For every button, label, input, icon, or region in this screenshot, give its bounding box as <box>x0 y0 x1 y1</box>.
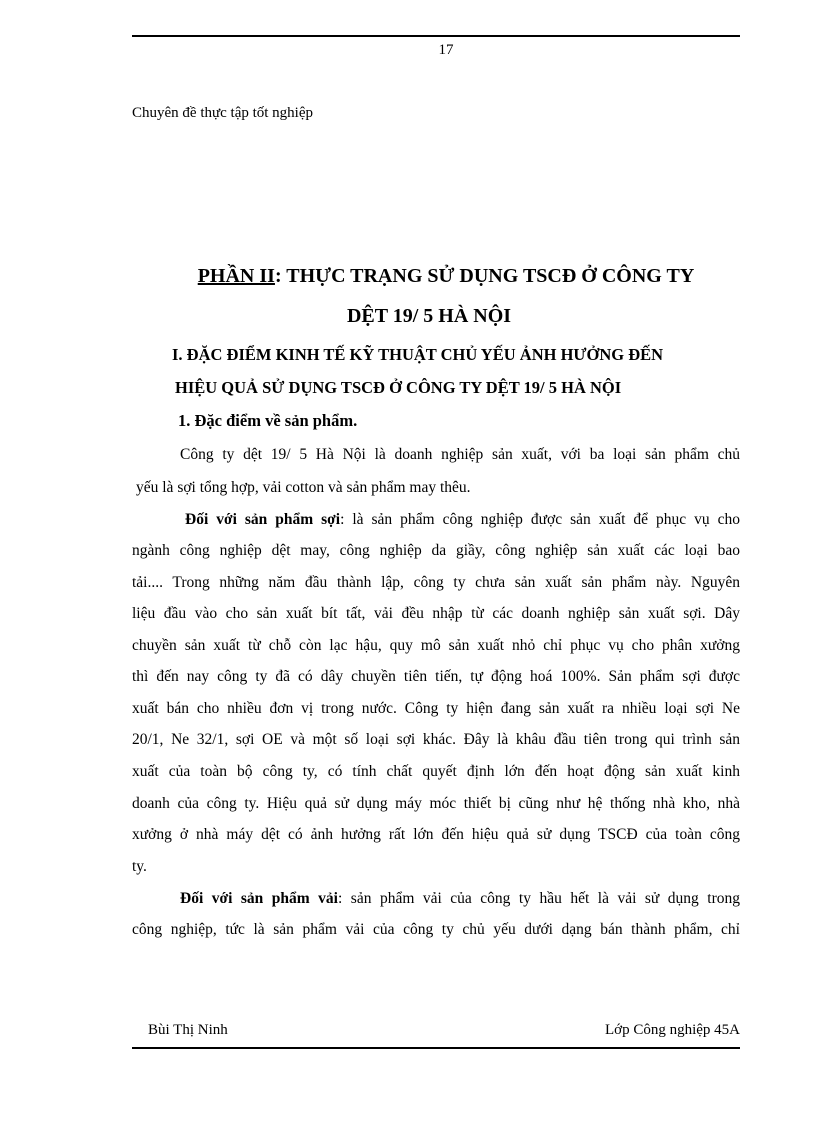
yarn-line: xuất của toàn bộ công ty, có tính chất quyết định lớn đến hoạt động sản xuất kinh <box>132 763 740 780</box>
subsection-title: 1. Đặc điểm về sản phẩm. <box>178 411 358 430</box>
fabric-line-1 <box>180 890 740 908</box>
fabric-lead: Đối với sản phẩm vải <box>180 890 338 907</box>
yarn-line: 20/1, Ne 32/1, sợi OE và một số loại sợi khác. Đây là khâu đầu tiên trong qui trình sản <box>132 731 740 748</box>
section-heading-line2: HIỆU QUẢ SỬ DỤNG TSCĐ Ở CÔNG TY DỆT 19/ 5 HÀ NỘI <box>175 378 622 397</box>
footer-author: Bùi Thị Ninh <box>148 1022 228 1038</box>
part-label: PHẦN II <box>197 265 275 287</box>
yarn-line: tải.... Trong những năm đầu thành lập, công ty chưa sản xuất sản phẩm này. Nguyên <box>132 574 740 591</box>
part-title-text: : THỰC TRẠNG SỬ DỤNG TSCĐ Ở CÔNG TY <box>274 265 695 287</box>
yarn-line: thì đến nay công ty đã có dây chuyền tiên tiến, tự động hoá 100%. Sản phẩm sợi được <box>132 668 740 685</box>
yarn-line: liệu đầu vào cho sản xuất bít tất, vải đều nhập từ các doanh nghiệp sản xuất sợi. Dây <box>132 605 740 622</box>
fabric-line-2: công nghiệp, tức là sản phẩm vải của công ty chủ yếu dưới dạng bán thành phẩm, chỉ <box>132 921 740 938</box>
page-number: 17 <box>438 42 454 58</box>
header-rule <box>132 35 740 37</box>
yarn-line: ty. <box>132 858 147 875</box>
footer-rule <box>132 1047 740 1049</box>
yarn-line: chuyền sản xuất từ chỗ còn lạc hậu, quy mô sản xuất nhỏ chỉ phục vụ cho phân xưởng <box>132 637 740 654</box>
running-title: Chuyên đề thực tập tốt nghiệp <box>132 105 314 121</box>
intro-line-1: Công ty dệt 19/ 5 Hà Nội là doanh nghiệp sản xuất, với ba loại sản phẩm chủ <box>180 446 740 463</box>
intro-line-2: yếu là sợi tổng hợp, vải cotton và sản phẩm may thêu. <box>136 479 471 496</box>
footer-class: Lớp Công nghiệp 45A <box>604 1022 740 1038</box>
yarn-line: ngành công nghiệp dệt may, công nghiệp da giầy, công nghiệp sản xuất các loại bao <box>132 542 740 559</box>
yarn-line-1 <box>185 511 740 529</box>
yarn-line: doanh của công ty. Hiệu quả sử dụng máy móc thiết bị cũng như hệ thống nhà kho, nhà <box>132 795 740 812</box>
yarn-line-1-text: : là sản phẩm công nghiệp được sản xuất để phục vụ cho <box>340 511 740 528</box>
fabric-line-1-text: : sản phẩm vải của công ty hầu hết là vải sử dụng trong <box>337 890 741 907</box>
section-heading-line1: I. ĐẶC ĐIỂM KINH TẾ KỸ THUẬT CHỦ YẾU ẢNH HƯỞNG ĐẾN <box>172 345 664 364</box>
part-title <box>0 265 816 288</box>
part-title-line2: DỆT 19/ 5 HÀ NỘI <box>346 305 512 327</box>
yarn-lead: Đối với sản phẩm sợi <box>185 511 341 528</box>
yarn-line: xuất bán cho nhiều đơn vị trong nước. Công ty hiện đang sản xuất ra nhiều loại sợi Ne <box>132 700 740 717</box>
yarn-line: xưởng ở nhà máy dệt có ảnh hưởng rất lớn đến hiệu quả sử dụng TSCĐ của toàn công <box>132 826 740 843</box>
